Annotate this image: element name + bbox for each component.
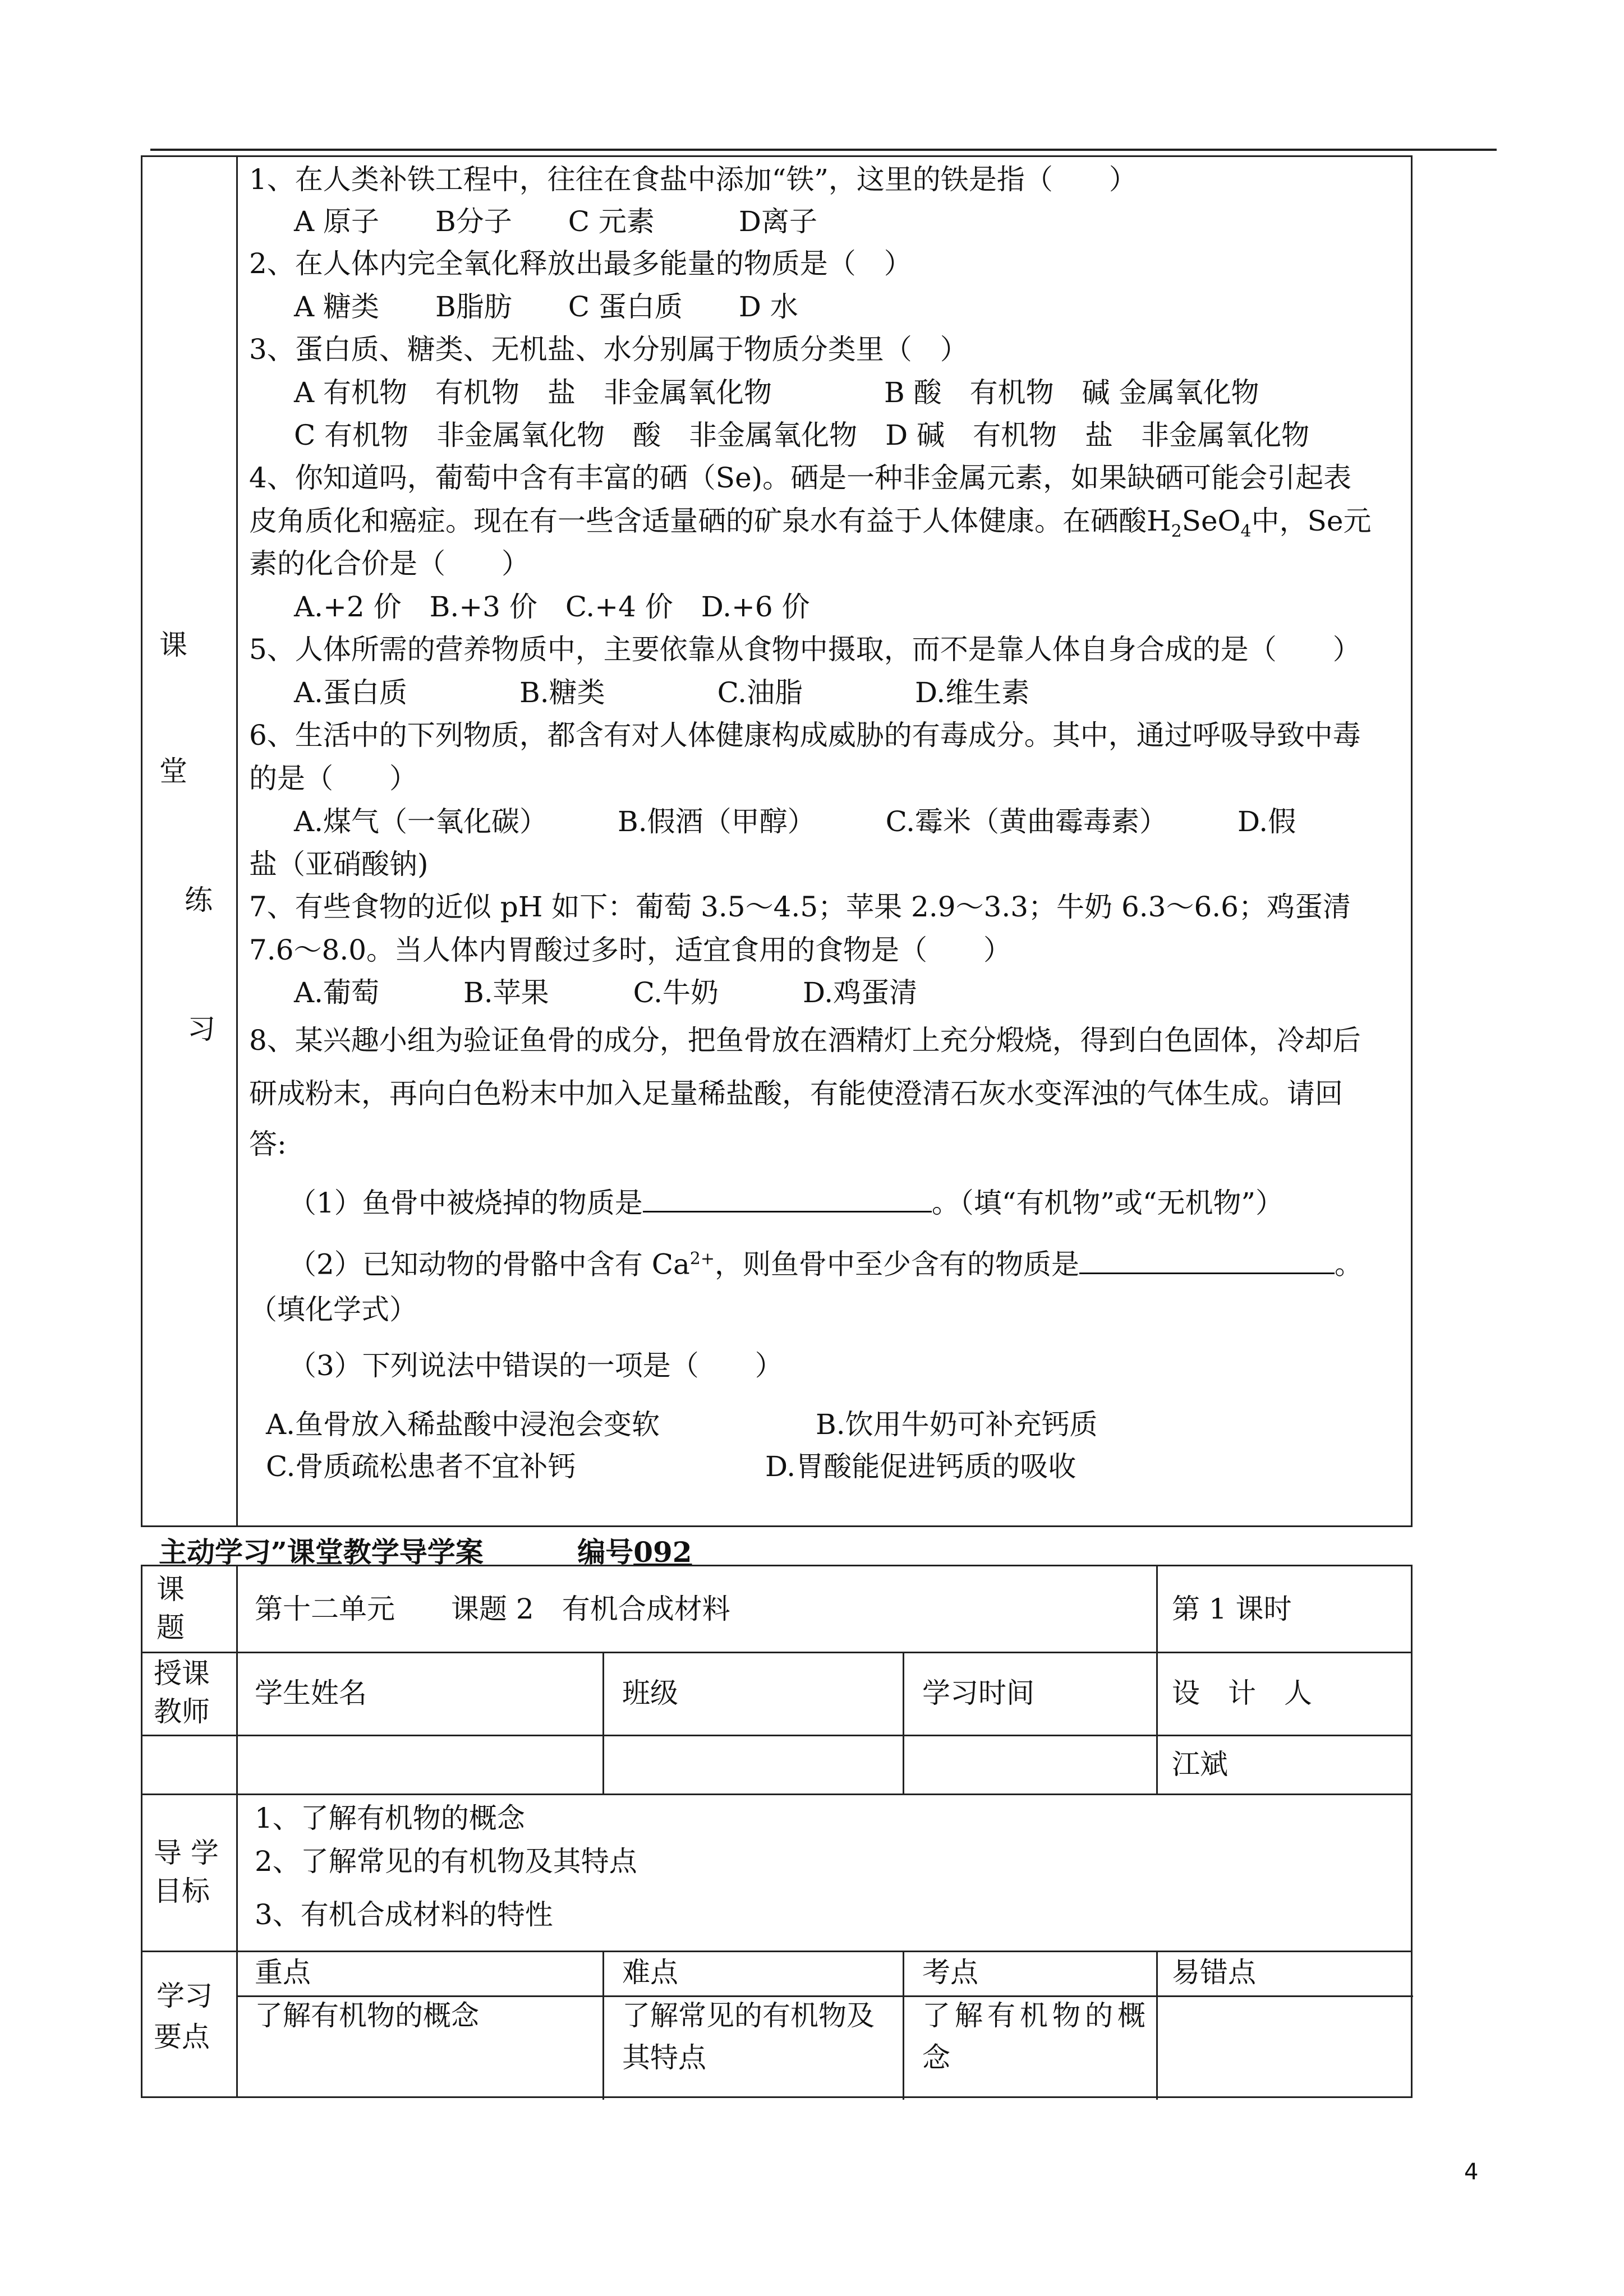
teacher-label: 授课 [154, 1657, 210, 1690]
question-3: 3、蛋白质、糖类、无机盐、水分别属于物质分类里（ ） [249, 333, 968, 366]
q8-option-d: D.胃酸能促进钙质的吸收 [765, 1450, 1076, 1483]
study-time-header: 学习时间 [922, 1677, 1034, 1709]
lesson-plan-title: 主动学习”课堂教学导学案 [159, 1536, 484, 1569]
table-rule [142, 1951, 1411, 1952]
table-rule [142, 1794, 1411, 1795]
question-7-line-1: 7、有些食物的近似 pH 如下：葡萄 3.5～4.5；苹果 2.9～3.3；牛奶 6.3～6.6；鸡蛋清 [249, 891, 1351, 923]
exam-point-value: 念 [922, 2041, 950, 2074]
question-4-options: A.+2 价 B.+3 价 C.+4 价 D.+6 价 [294, 591, 810, 623]
lesson-topic: 第十二单元 课题 2 有机合成材料 [255, 1593, 730, 1625]
page-number: 4 [1464, 2159, 1479, 2185]
side-label-char: 习 [187, 1013, 215, 1045]
student-name-header: 学生姓名 [255, 1677, 367, 1709]
table-rule [1156, 1951, 1158, 2100]
question-8-sub-3: （3）下列说法中错误的一项是（ ） [288, 1349, 783, 1382]
question-6-line-1: 6、生活中的下列物质，都含有对人体健康构成威胁的有毒成分。其中，通过呼吸导致中毒 [249, 719, 1361, 751]
designer-name: 江斌 [1172, 1748, 1228, 1781]
table-rule [236, 1566, 238, 2096]
q4-text-b: SeO [1181, 505, 1241, 537]
q4-subscript: 2 [1171, 522, 1182, 541]
q8-s2-text: （2）已知动物的骨骼中含有 Ca [288, 1248, 690, 1281]
top-rule [150, 149, 1497, 151]
number-value: 092 [633, 1536, 692, 1569]
answer-blank-1[interactable] [643, 1188, 932, 1212]
question-6-line-2: 的是（ ） [249, 762, 417, 795]
goal-item: 3、有机合成材料的特性 [255, 1898, 553, 1931]
question-4-line-3: 素的化合价是（ ） [249, 547, 530, 580]
question-5: 5、人体所需的营养物质中，主要依靠从食物中摄取，而不是靠人体自身合成的是（ ） [249, 633, 1361, 666]
q8-s1-text: （1）鱼骨中被烧掉的物质是 [288, 1187, 643, 1219]
side-label-char: 堂 [159, 755, 187, 787]
points-label: 学习 [157, 1980, 213, 2012]
table-rule [238, 1995, 1413, 1997]
exam-point-header: 考点 [922, 1956, 978, 1989]
question-4-line-2 [249, 504, 1371, 548]
q4-text-a: 皮角质化和癌症。现在有一些含适量硒的矿泉水有益于人体健康。在硒酸H [249, 505, 1171, 537]
designer-header: 设 计 人 [1172, 1677, 1312, 1709]
q8-option-b: B.饮用牛奶可补充钙质 [816, 1408, 1098, 1441]
teacher-label: 教师 [154, 1695, 210, 1728]
question-5-options: A.蛋白质 B.糖类 C.油脂 D.维生素 [294, 676, 1030, 709]
exam-point-value: 了解有机物的概 [922, 1999, 1150, 2032]
q4-text-c: 中，Se元 [1251, 505, 1372, 537]
question-6-options-cont: 盐（亚硝酸钠) [249, 848, 429, 880]
table-rule [142, 1652, 1411, 1653]
question-8-sub-2-note: （填化学式） [249, 1293, 417, 1326]
side-label-char: 练 [185, 884, 213, 916]
side-label-char: 课 [159, 629, 187, 661]
question-8-sub-1 [288, 1186, 1283, 1220]
q8-s2-end: 。 [1335, 1248, 1363, 1281]
lesson-plan-table [141, 1565, 1413, 2098]
question-8-line-1: 8、某兴趣小组为验证鱼骨的成分，把鱼骨放在酒精灯上充分煅烧，得到白色固体，冷却后 [249, 1024, 1361, 1057]
question-1: 1、在人类补铁工程中，往往在食盐中添加“铁”，这里的铁是指（ ） [249, 163, 1137, 196]
goal-item: 2、了解常见的有机物及其特点 [255, 1845, 637, 1878]
q8-s1-note: 。（填“有机物”或“无机物”） [931, 1187, 1284, 1219]
table-rule [602, 1652, 604, 1794]
question-4-line-1: 4、你知道吗，葡萄中含有丰富的硒（Se)。硒是一种非金属元素，如果缺硒可能会引起表 [249, 462, 1352, 494]
question-1-options: A 原子 B分子 C 元素 D离子 [294, 205, 817, 238]
question-7-line-2: 7.6～8.0。当人体内胃酸过多时，适宜食用的食物是（ ） [249, 934, 1012, 966]
number-label: 编号 [577, 1536, 634, 1569]
q8-option-a: A.鱼骨放入稀盐酸中浸泡会变软 [266, 1408, 660, 1441]
q8-option-c: C.骨质疏松患者不宜补钙 [266, 1450, 576, 1483]
question-7-options: A.葡萄 B.苹果 C.牛奶 D.鸡蛋清 [294, 976, 918, 1009]
topic-label: 课 [157, 1573, 185, 1606]
key-point-value: 了解有机物的概念 [255, 1999, 479, 2032]
table-rule [142, 1735, 1411, 1736]
table-rule [903, 1951, 904, 2100]
question-8-sub-2 [288, 1242, 1363, 1281]
q4-subscript: 4 [1240, 522, 1252, 541]
exercise-side-label [142, 157, 238, 1525]
question-3-options-cd: C 有机物 非金属氧化物 酸 非金属氧化物 D 碱 有机物 盐 非金属氧化物 [294, 419, 1310, 451]
goal-item: 1、了解有机物的概念 [255, 1802, 525, 1834]
question-2: 2、在人体内完全氧化释放出最多能量的物质是（ ） [249, 247, 912, 280]
class-header: 班级 [622, 1677, 678, 1709]
table-rule [903, 1652, 904, 1794]
difficult-point-header: 难点 [622, 1956, 678, 1989]
lesson-period: 第 1 课时 [1172, 1593, 1292, 1625]
difficult-point-value: 了解常见的有机物及 [622, 1999, 875, 2032]
q8-superscript: 2+ [689, 1249, 715, 1269]
error-point-header: 易错点 [1172, 1956, 1256, 1989]
table-rule [602, 1951, 604, 2100]
q8-s2-text-b: ，则鱼骨中至少含有的物质是 [715, 1248, 1080, 1281]
points-label: 要点 [154, 2021, 210, 2053]
goals-label: 目标 [154, 1875, 210, 1907]
question-3-options-ab: A 有机物 有机物 盐 非金属氧化物 B 酸 有机物 碱 金属氧化物 [294, 376, 1259, 409]
answer-blank-2[interactable] [1079, 1250, 1335, 1274]
question-8-line-3: 答: [249, 1128, 287, 1160]
question-2-options: A 糖类 B脂肪 C 蛋白质 D 水 [294, 291, 798, 323]
difficult-point-value: 其特点 [622, 2041, 706, 2074]
number-field [577, 1536, 702, 1569]
goals-label: 导 学 [154, 1837, 219, 1869]
table-rule [1156, 1566, 1158, 1794]
question-8-line-2: 研成粉末，再向白色粉末中加入足量稀盐酸，有能使澄清石灰水变浑浊的气体生成。请回 [249, 1077, 1343, 1110]
topic-label: 题 [157, 1611, 185, 1644]
exercise-table [141, 155, 1413, 1527]
key-point-header: 重点 [255, 1956, 311, 1989]
question-6-options: A.煤气（一氧化碳） B.假酒（甲醇） C.霉米（黄曲霉毒素） D.假 [294, 805, 1296, 838]
